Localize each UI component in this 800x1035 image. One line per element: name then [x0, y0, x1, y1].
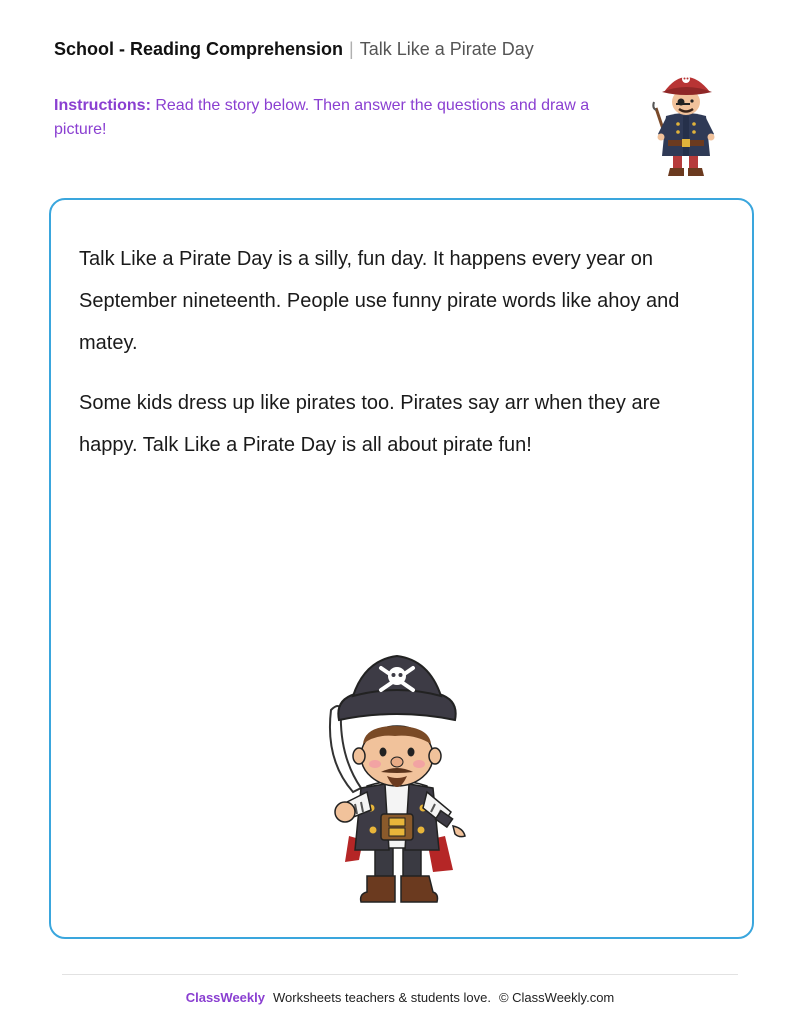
story-box — [49, 198, 754, 939]
story-text — [79, 238, 719, 466]
footer — [0, 990, 800, 1005]
footer-copyright: © ClassWeekly.com — [498, 990, 615, 1005]
instructions-text: Read the story below. Then answer the questions and draw a picture! — [54, 97, 590, 138]
worksheet-title: School - Reading Comprehension — [54, 39, 344, 59]
pirate-captain-illustration — [646, 64, 726, 182]
instructions — [54, 94, 614, 142]
footer-tagline: Worksheets teachers & students love. — [272, 990, 491, 1005]
pirate-with-sword-illustration — [295, 640, 495, 915]
footer-divider — [62, 974, 738, 975]
story-paragraph: Some kids dress up like pirates too. Pirates say arr when they are happy. Talk Like a Pirate Day is all about pirate fun! — [79, 392, 661, 456]
worksheet-header — [54, 38, 534, 60]
instructions-label: Instructions: — [54, 97, 151, 114]
worksheet-subtitle: Talk Like a Pirate Day — [359, 39, 534, 59]
footer-brand[interactable]: ClassWeekly — [185, 990, 265, 1005]
title-separator: | — [349, 39, 354, 59]
story-paragraph: Talk Like a Pirate Day is a silly, fun day. It happens every year on September nineteenth. People use funny pirate words like ahoy and matey. — [79, 248, 680, 354]
